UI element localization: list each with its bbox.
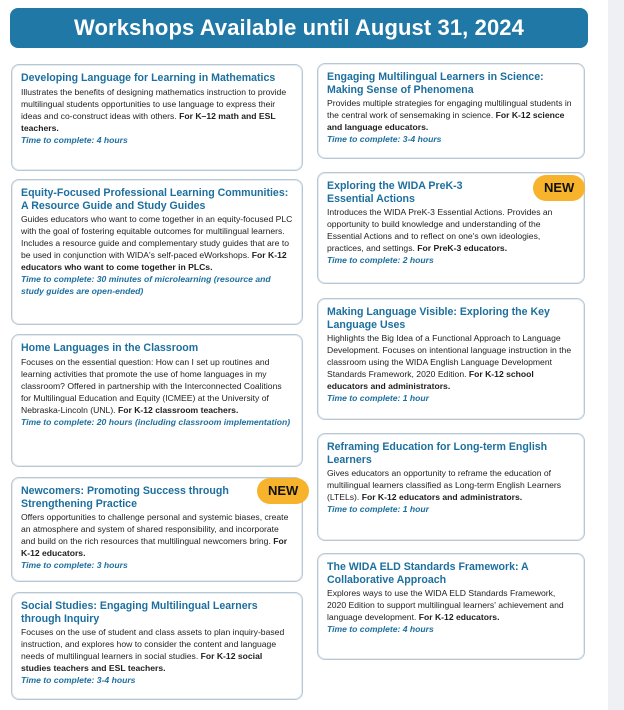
workshop-description: Focuses on the use of student and class assets to plan inquiry-based instruction, and explores how to consider the content and language needs of multilingual learners in social studies. For K-12 social studies teachers and ESL teachers. — [21, 627, 285, 674]
workshop-description: Guides educators who want to come together in an equity-focused PLC with the goal of fostering equitable outcomes for multilingual learners. Includes a resource guide and complementary study guides that are to be used in conjunction with WIDA's self-paced eWorkshops. For K-12 educators who want to come together in PLCs. — [21, 214, 293, 273]
workshop-audience: For K-12 educators and administrators. — [361, 492, 523, 503]
workshop-audience: For K-12 educators. — [418, 612, 500, 623]
workshop-description: Provides multiple strategies for engaging multilingual students in the central work of sensemaking in science. For K-12 science and language educators. — [327, 98, 572, 133]
workshop-time: Time to complete: 1 hour — [327, 393, 430, 404]
page-edge-strip — [608, 0, 624, 710]
workshop-audience: For K-12 social studies teachers and ESL teachers. — [21, 651, 263, 674]
workshop-title[interactable]: The WIDA ELD Standards Framework: A Collaborative Approach — [327, 561, 529, 586]
page-title: Workshops Available until August 31, 2024 — [74, 15, 524, 40]
workshop-title[interactable]: Developing Language for Learning in Mathematics — [21, 72, 276, 84]
workshop-time: Time to complete: 4 hours — [327, 624, 434, 635]
workshop-description: Gives educators an opportunity to reframe the education of multilingual learners classified as Long-term English Learners (LTELs). For K-12 educators and administrators. — [327, 468, 562, 503]
workshop-title[interactable]: Equity-Focused Professional Learning Communities: A Resource Guide and Study Guides — [21, 187, 289, 212]
workshop-time: Time to complete: 30 minutes of microlearning (resource and study guides are open-ended) — [21, 274, 271, 296]
workshop-audience: For PreK-3 educators. — [417, 243, 508, 254]
workshop-card-ltel[interactable] — [317, 433, 585, 541]
workshop-card-science[interactable] — [317, 63, 585, 159]
page-title-banner — [10, 8, 588, 48]
workshop-time: Time to complete: 1 hour — [327, 504, 430, 515]
workshop-title[interactable]: Social Studies: Engaging Multilingual Learners through Inquiry — [21, 600, 258, 625]
workshop-time: Time to complete: 3-4 hours — [21, 675, 136, 686]
workshop-time: Time to complete: 3 hours — [21, 560, 128, 571]
workshop-audience: For K–12 math and ESL teachers. — [21, 110, 276, 133]
workshop-description: Offers opportunities to challenge personal and systemic biases, create an atmosphere and system of shared responsibility, and incorporate and build on the rich resources that multilingual newcomers bring. For K-12 educators. — [21, 512, 289, 559]
workshop-description: Introduces the WIDA PreK-3 Essential Actions. Provides an opportunity to build knowledge and understanding of the Essential Actions and to reflect on one's own ideologies, practices, and settings. For PreK-3 educators. — [327, 207, 553, 254]
workshop-title[interactable]: Engaging Multilingual Learners in Science: Making Sense of Phenomena — [327, 71, 544, 96]
workshop-description: Highlights the Big Idea of a Functional Approach to Language Development. Focuses on intentional language instruction in the classroom using the WIDA English Language Development Standards Framework, 2020 Edition. For K-12 school educators and administrators. — [327, 333, 572, 392]
workshop-audience: For K-12 educators who want to come together in PLCs. — [21, 250, 287, 273]
workshop-description: Explores ways to use the WIDA ELD Standards Framework, 2020 Edition to support multilingual learners' achievement and language development. For K-12 educators. — [327, 588, 564, 623]
workshop-description: Focuses on the essential question: How can I set up routines and learning activities that promote the use of home languages in my classroom? Offered in partnership with the Interconnected Coalitions for Multilingual Education and Equity (ICMEE) at the University of Nebraska-Lincoln (UNL). For K-12 classroom teachers. — [21, 356, 282, 415]
workshop-audience: For K-12 school educators and administrators. — [327, 369, 534, 392]
new-badge: NEW — [257, 478, 309, 504]
workshop-title[interactable]: Reframing Education for Long-term English Learners — [327, 441, 548, 466]
workshop-time: Time to complete: 3-4 hours — [327, 134, 442, 145]
workshop-time: Time to complete: 20 hours (including classroom implementation) — [21, 416, 291, 427]
workshop-audience: For K-12 science and language educators. — [327, 110, 565, 133]
workshop-card-equity-plc[interactable] — [11, 179, 303, 325]
new-badge: NEW — [533, 175, 585, 201]
workshop-description: Illustrates the benefits of designing mathematics instruction to provide multilingual students opportunities to use language to express their ideas and co-construct ideas with others. For K–12 math and ESL teachers. — [21, 86, 287, 133]
workshop-title[interactable]: Home Languages in the Classroom — [21, 342, 199, 354]
workshop-audience: For K-12 classroom teachers. — [117, 404, 239, 415]
workshop-time: Time to complete: 4 hours — [21, 134, 128, 145]
workshop-card-math[interactable] — [11, 64, 303, 171]
workshop-title[interactable]: Newcomers: Promoting Success through Strengthening Practice — [21, 485, 229, 510]
workshop-card-home-languages[interactable] — [11, 334, 303, 467]
workshop-title[interactable]: Making Language Visible: Exploring the Key Language Uses — [327, 306, 550, 331]
workshop-audience: For K-12 educators. — [21, 536, 288, 559]
workshop-card-language-visible[interactable] — [317, 298, 585, 420]
workshop-card-eld-framework[interactable] — [317, 553, 585, 660]
workshop-card-social-studies[interactable] — [11, 592, 303, 700]
workshop-title[interactable]: Exploring the WIDA PreK-3 Essential Actions — [327, 180, 463, 205]
workshop-time: Time to complete: 2 hours — [327, 255, 434, 266]
